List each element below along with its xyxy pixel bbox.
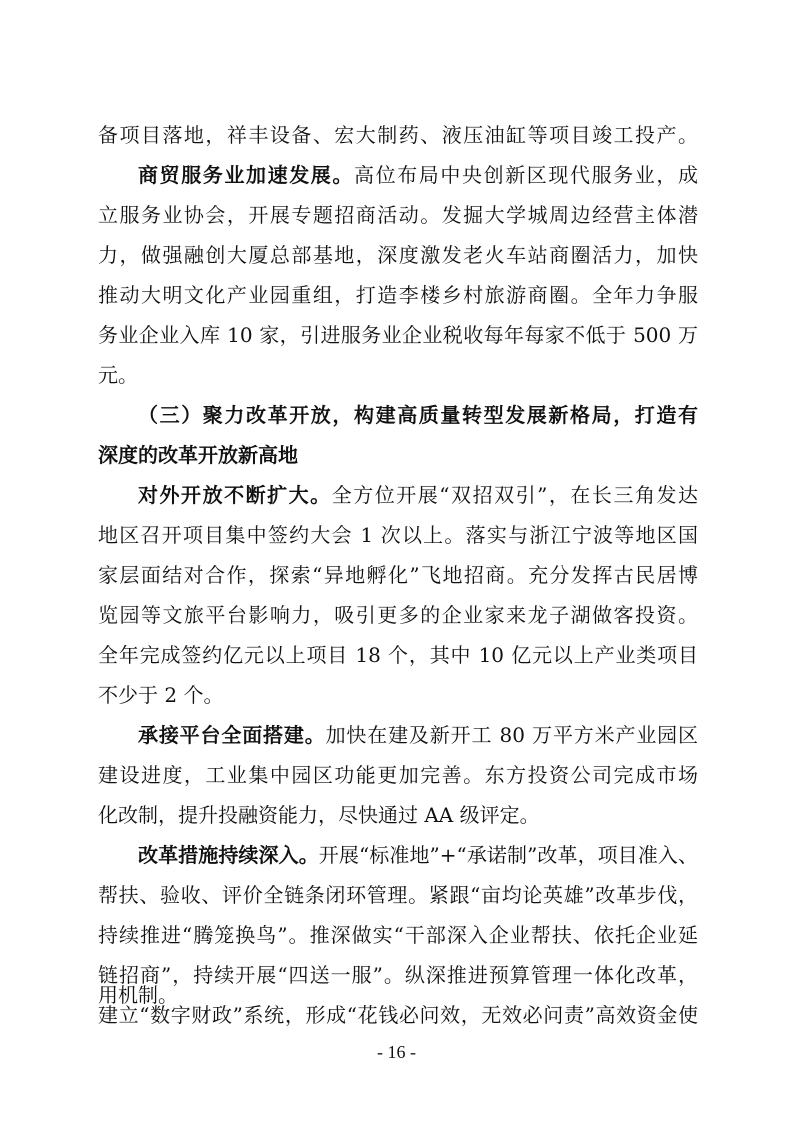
text-run: 化改制，提升投融资能力，尽快通过 AA 级评定。 bbox=[98, 803, 540, 827]
body-line bbox=[98, 915, 698, 955]
section-title: 深度的改革开放新高地 bbox=[98, 443, 298, 467]
section-heading-line bbox=[138, 835, 698, 875]
text-run: 力，做强融创大厦总部基地，深度激发老火车站商圈活力，加快 bbox=[98, 243, 698, 267]
section-title-line bbox=[138, 395, 698, 435]
body-line bbox=[98, 975, 698, 1015]
body-line bbox=[98, 675, 698, 715]
paragraph-heading: 对外开放不断扩大。 bbox=[138, 483, 332, 507]
body-line bbox=[98, 875, 698, 915]
text-run: 备项目落地，祥丰设备、宏大制药、液压油缸等项目竣工投产。 bbox=[98, 123, 698, 147]
text-run: 务业企业入库 10 家，引进服务业企业税收每年每家不低于 500 万 bbox=[98, 323, 698, 347]
text-run: 览园等文旅平台影响力，吸引更多的企业家来龙子湖做客投资。 bbox=[98, 603, 698, 627]
page-number: - 16 - bbox=[377, 1042, 416, 1062]
section-title-line bbox=[98, 435, 698, 475]
section-title: （三）聚力改革开放，构建高质量转型发展新格局，打造有 bbox=[138, 403, 698, 427]
text-run: 链招商”，持续开展“四送一服”。纵深推进预算管理一体化改革， bbox=[98, 963, 698, 987]
body-line bbox=[98, 275, 698, 315]
body-line bbox=[98, 515, 698, 555]
text-run: 不少于 2 个。 bbox=[98, 683, 224, 707]
text-run: 立服务业协会，开展专题招商活动。发掘大学城周边经营主体潜 bbox=[98, 203, 698, 227]
body-line bbox=[98, 755, 698, 795]
body-line bbox=[98, 635, 698, 675]
section-heading-line bbox=[138, 715, 698, 755]
body-line bbox=[98, 195, 698, 235]
section-heading-line bbox=[138, 475, 698, 515]
text-run: 地区召开项目集中签约大会 1 次以上。落实与浙江宁波等地区国 bbox=[98, 523, 698, 547]
text-run: 帮扶、验收、评价全链条闭环管理。紧跟“亩均论英雄”改革步伐， bbox=[98, 883, 698, 907]
text-run: 开展“标准地”+“承诺制”改革，项目准入、 bbox=[318, 843, 698, 867]
paragraph-heading: 承接平台全面搭建。 bbox=[138, 723, 326, 747]
body-line bbox=[98, 555, 698, 595]
body-line bbox=[98, 595, 698, 635]
text-run: 高位布局中央创新区现代服务业，成 bbox=[354, 163, 698, 187]
text-run: 建立“数字财政”系统，形成“花钱必问效，无效必问责”高效资金使 bbox=[98, 1003, 698, 1027]
section-heading-line bbox=[138, 155, 698, 195]
paragraph-heading: 商贸服务业加速发展。 bbox=[138, 163, 354, 187]
text-run: 用机制。 bbox=[98, 983, 178, 1007]
body-line bbox=[98, 795, 698, 835]
paragraph-heading: 改革措施持续深入。 bbox=[138, 843, 319, 867]
text-run: 全方位开展“双招双引”，在长三角发达 bbox=[331, 483, 698, 507]
text-run: 加快在建及新开工 80 万平方米产业园区 bbox=[325, 723, 698, 747]
body-line bbox=[98, 315, 698, 355]
body-line bbox=[98, 355, 698, 395]
text-run: 全年完成签约亿元以上项目 18 个，其中 10 亿元以上产业类项目 bbox=[98, 643, 698, 667]
text-run: 推动大明文化产业园重组，打造李楼乡村旅游商圈。全年力争服 bbox=[98, 283, 698, 307]
text-run: 家层面结对合作，探索“异地孵化”飞地招商。充分发挥古民居博 bbox=[98, 563, 698, 587]
body-line bbox=[98, 235, 698, 275]
text-run: 元。 bbox=[98, 363, 138, 387]
body-line bbox=[98, 115, 698, 155]
text-run: 建设进度，工业集中园区功能更加完善。东方投资公司完成市场 bbox=[98, 763, 698, 787]
text-run: 持续推进“腾笼换鸟”。推深做实“干部深入企业帮扶、依托企业延 bbox=[98, 923, 698, 947]
